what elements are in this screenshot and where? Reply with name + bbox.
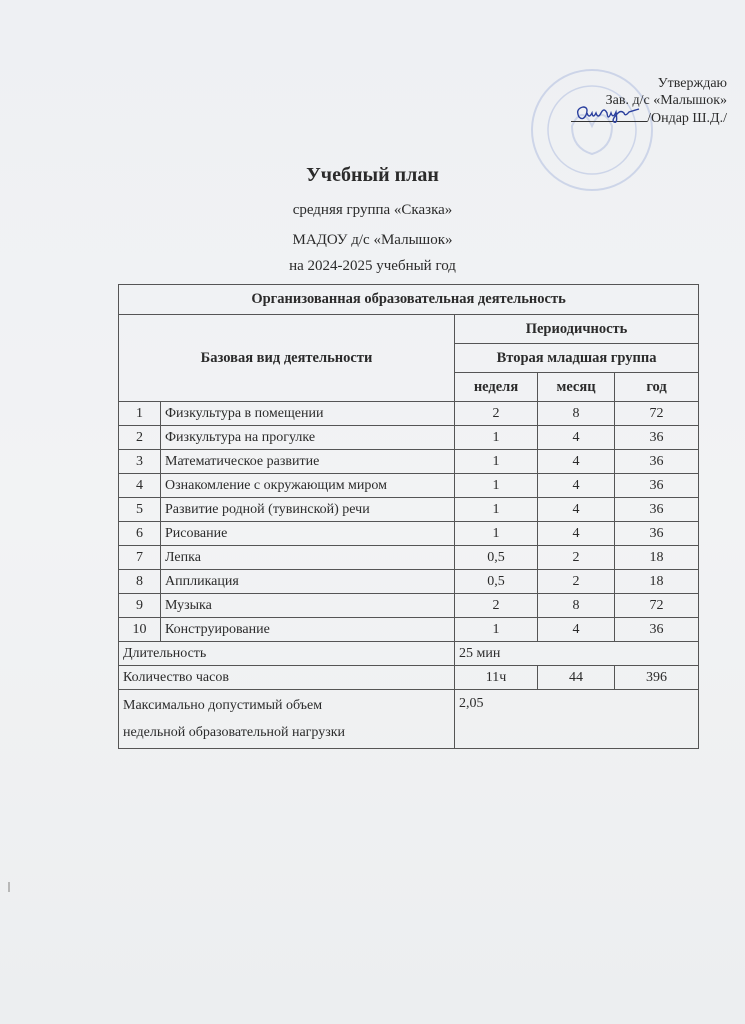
year-subtitle: на 2024-2025 учебный год bbox=[289, 258, 456, 274]
row-number: 4 bbox=[119, 474, 161, 498]
per-week: 1 bbox=[455, 498, 538, 522]
per-week: 0,5 bbox=[455, 570, 538, 594]
per-week: 1 bbox=[455, 450, 538, 474]
periodicity-header: Периодичность bbox=[455, 315, 699, 344]
table-row bbox=[119, 618, 699, 642]
row-number: 10 bbox=[119, 618, 161, 642]
hours-week: 11ч bbox=[455, 666, 538, 690]
per-month: 4 bbox=[538, 474, 615, 498]
duration-label: Длительность bbox=[119, 642, 455, 666]
per-year: 36 bbox=[615, 450, 699, 474]
approval-block bbox=[571, 76, 727, 128]
curriculum-table bbox=[118, 284, 699, 749]
activity-name: Аппликация bbox=[161, 570, 455, 594]
activity-name: Музыка bbox=[161, 594, 455, 618]
column-header-year: год bbox=[615, 373, 699, 402]
table-caption-row bbox=[119, 285, 699, 315]
scan-mark bbox=[8, 882, 10, 892]
max-load-value: 2,05 bbox=[455, 690, 699, 749]
activity-name: Развитие родной (тувинской) речи bbox=[161, 498, 455, 522]
institution-subtitle: МАДОУ д/с «Малышок» bbox=[292, 232, 453, 248]
activity-name: Физкультура на прогулке bbox=[161, 426, 455, 450]
approve-label: Утверждаю bbox=[657, 76, 727, 91]
per-week: 1 bbox=[455, 474, 538, 498]
activity-name: Ознакомление с окружающим миром bbox=[161, 474, 455, 498]
hours-year: 396 bbox=[615, 666, 699, 690]
signature-line bbox=[571, 109, 647, 122]
per-month: 2 bbox=[538, 570, 615, 594]
row-number: 9 bbox=[119, 594, 161, 618]
per-month: 4 bbox=[538, 498, 615, 522]
per-week: 1 bbox=[455, 522, 538, 546]
group-subtitle: средняя группа «Сказка» bbox=[292, 202, 453, 218]
group-header: Вторая младшая группа bbox=[455, 344, 699, 373]
max-load-label-line2: недельной образовательной нагрузки bbox=[123, 725, 346, 740]
table-row bbox=[119, 570, 699, 594]
per-year: 36 bbox=[615, 618, 699, 642]
column-header-week: неделя bbox=[455, 373, 538, 402]
max-load-label-line1: Максимально допустимый объем bbox=[123, 698, 323, 713]
handwritten-signature bbox=[573, 103, 645, 125]
approver-name: /Ондар Ш.Д./ bbox=[647, 111, 727, 126]
table-row bbox=[119, 546, 699, 570]
row-number: 1 bbox=[119, 402, 161, 426]
per-month: 2 bbox=[538, 546, 615, 570]
per-year: 72 bbox=[615, 402, 699, 426]
hours-label: Количество часов bbox=[119, 666, 455, 690]
table-row bbox=[119, 402, 699, 426]
activity-header: Базовая вид деятельности bbox=[119, 315, 455, 402]
row-number: 8 bbox=[119, 570, 161, 594]
per-week: 1 bbox=[455, 618, 538, 642]
duration-row bbox=[119, 642, 699, 666]
max-load-row bbox=[119, 690, 699, 749]
activity-name: Лепка bbox=[161, 546, 455, 570]
table-caption: Организованная образовательная деятельность bbox=[119, 285, 699, 315]
per-week: 0,5 bbox=[455, 546, 538, 570]
row-number: 7 bbox=[119, 546, 161, 570]
per-month: 4 bbox=[538, 426, 615, 450]
row-number: 3 bbox=[119, 450, 161, 474]
table-row bbox=[119, 498, 699, 522]
max-load-label bbox=[119, 690, 455, 749]
per-month: 4 bbox=[538, 618, 615, 642]
row-number: 6 bbox=[119, 522, 161, 546]
table-row bbox=[119, 522, 699, 546]
table-row bbox=[119, 594, 699, 618]
hours-month: 44 bbox=[538, 666, 615, 690]
per-year: 18 bbox=[615, 546, 699, 570]
per-year: 72 bbox=[615, 594, 699, 618]
table-row bbox=[119, 450, 699, 474]
per-week: 2 bbox=[455, 594, 538, 618]
per-year: 36 bbox=[615, 474, 699, 498]
activity-name: Математическое развитие bbox=[161, 450, 455, 474]
row-number: 5 bbox=[119, 498, 161, 522]
per-month: 8 bbox=[538, 594, 615, 618]
per-year: 36 bbox=[615, 426, 699, 450]
hours-row bbox=[119, 666, 699, 690]
per-year: 36 bbox=[615, 498, 699, 522]
approver-position: Зав. д/с «Малышок» bbox=[605, 92, 727, 108]
table-row bbox=[119, 474, 699, 498]
activity-name: Рисование bbox=[161, 522, 455, 546]
per-week: 2 bbox=[455, 402, 538, 426]
per-month: 8 bbox=[538, 402, 615, 426]
column-header-month: месяц bbox=[538, 373, 615, 402]
row-number: 2 bbox=[119, 426, 161, 450]
per-year: 18 bbox=[615, 570, 699, 594]
per-month: 4 bbox=[538, 522, 615, 546]
page-title: Учебный план bbox=[306, 164, 439, 186]
per-year: 36 bbox=[615, 522, 699, 546]
per-month: 4 bbox=[538, 450, 615, 474]
duration-value: 25 мин bbox=[455, 642, 699, 666]
table-row bbox=[119, 426, 699, 450]
activity-name: Конструирование bbox=[161, 618, 455, 642]
activity-name: Физкультура в помещении bbox=[161, 402, 455, 426]
per-week: 1 bbox=[455, 426, 538, 450]
